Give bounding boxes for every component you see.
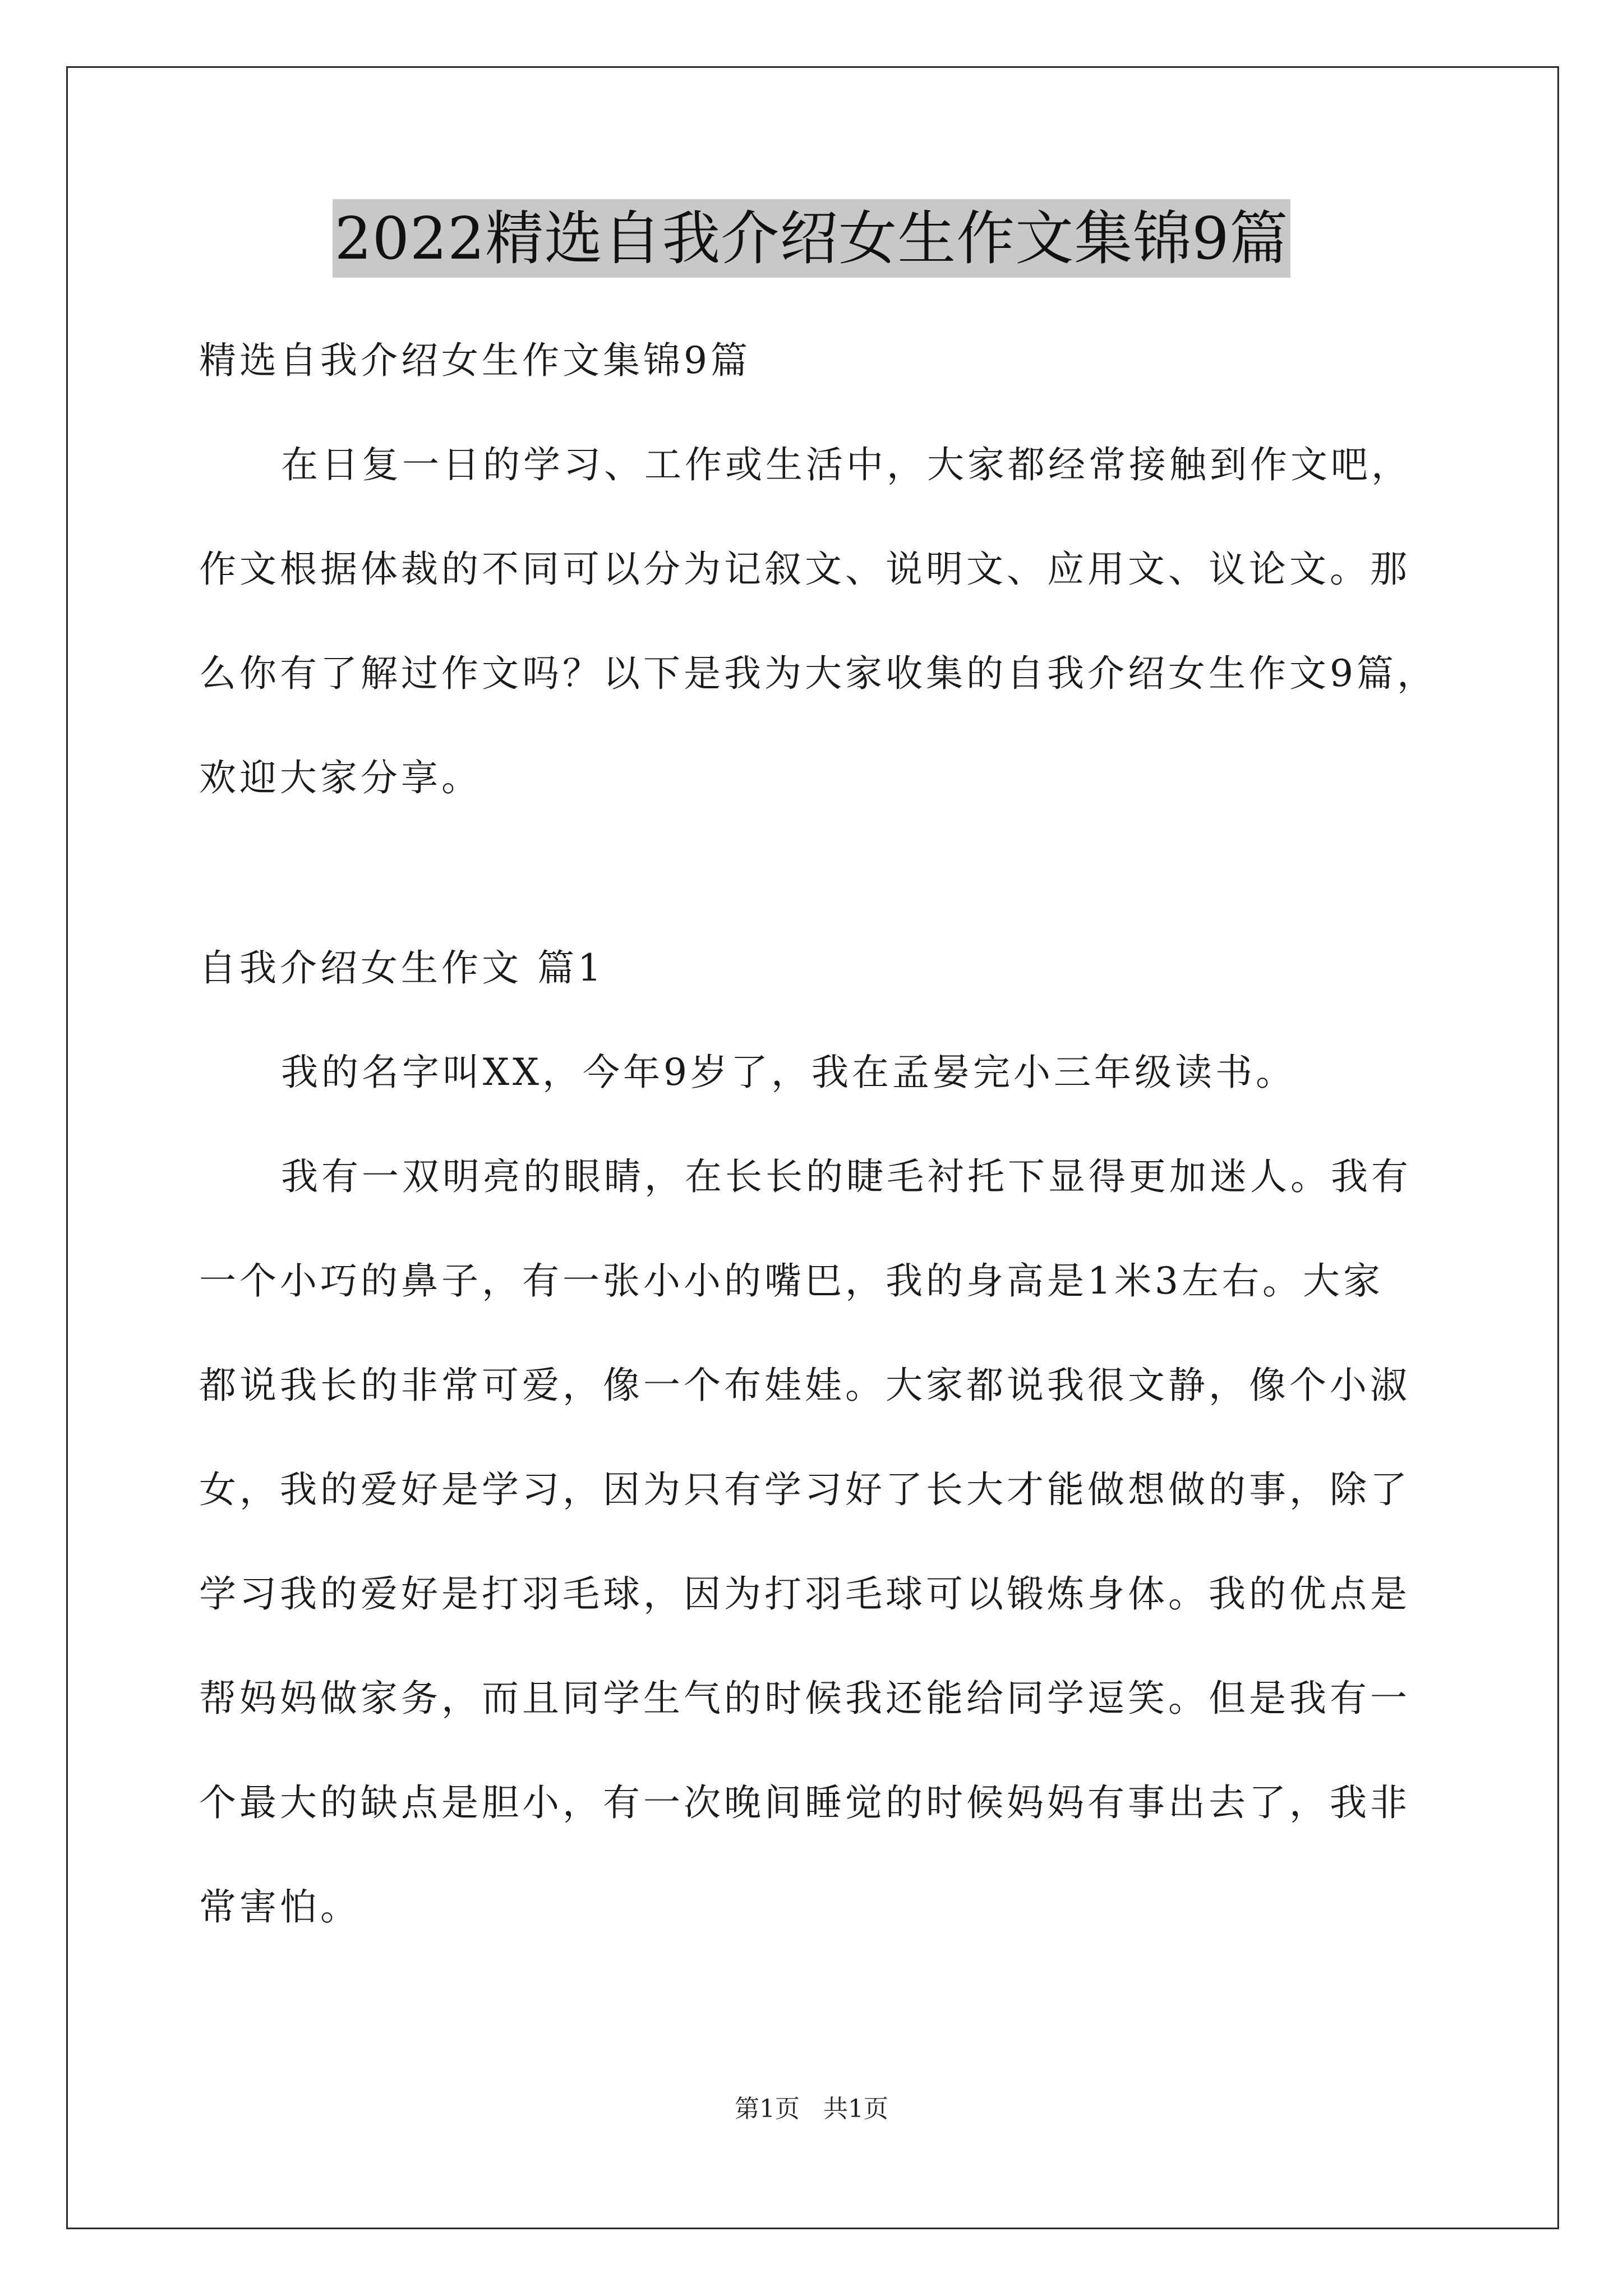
intro-line: 欢迎大家分享。 [199,756,482,799]
intro-line: 在日复一日的学习、工作或生活中，大家都经常接触到作文吧， [281,443,1412,486]
paragraph-line: 我有一双明亮的眼睛，在长长的睫毛衬托下显得更加迷人。我有 [281,1155,1412,1198]
intro-paragraph [199,413,1455,830]
paragraph-line: 女，我的爱好是学习，因为只有学习好了长大才能做想做的事，除了 [199,1468,1410,1511]
paragraph-line: 学习我的爱好是打羽毛球，因为打羽毛球可以锻炼身体。我的优点是 [199,1572,1410,1616]
section-paragraph-1: 我的名字叫XX，今年9岁了，我在孟晏完小三年级读书。 [281,1051,1296,1094]
paragraph-line: 个最大的缺点是胆小，有一次晚间睡觉的时候妈妈有事出去了，我非 [199,1781,1410,1824]
section-spacer [199,830,1455,916]
paragraph-line: 帮妈妈做家务，而且同学生气的时候我还能给同学逗笑。但是我有一 [199,1677,1410,1720]
paragraph-line: 常害怕。 [199,1885,361,1929]
paragraph-line: 一个小巧的鼻子，有一张小小的嘴巴，我的身高是1米3左右。大家 [199,1259,1384,1303]
document-title: 2022精选自我介绍女生作文集锦9篇 [333,199,1291,278]
section-heading: 自我介绍女生作文 篇1 [199,946,605,990]
page-number-current: 第1页 [735,2095,800,2123]
section-paragraph-2 [199,1125,1455,1959]
document-body [199,309,1455,1959]
intro-line: 作文根据体裁的不同可以分为记叙文、说明文、应用文、议论文。那 [199,547,1410,591]
document-subtitle: 精选自我介绍女生作文集锦9篇 [199,339,751,382]
intro-line: 么你有了解过作文吗？以下是我为大家收集的自我介绍女生作文9篇， [199,652,1437,695]
page-number-total: 共1页 [823,2095,888,2123]
paragraph-line: 都说我长的非常可爱，像一个布娃娃。大家都说我很文静，像个小淑 [199,1364,1410,1407]
title-container [0,199,1623,278]
page-footer [0,2088,1623,2124]
